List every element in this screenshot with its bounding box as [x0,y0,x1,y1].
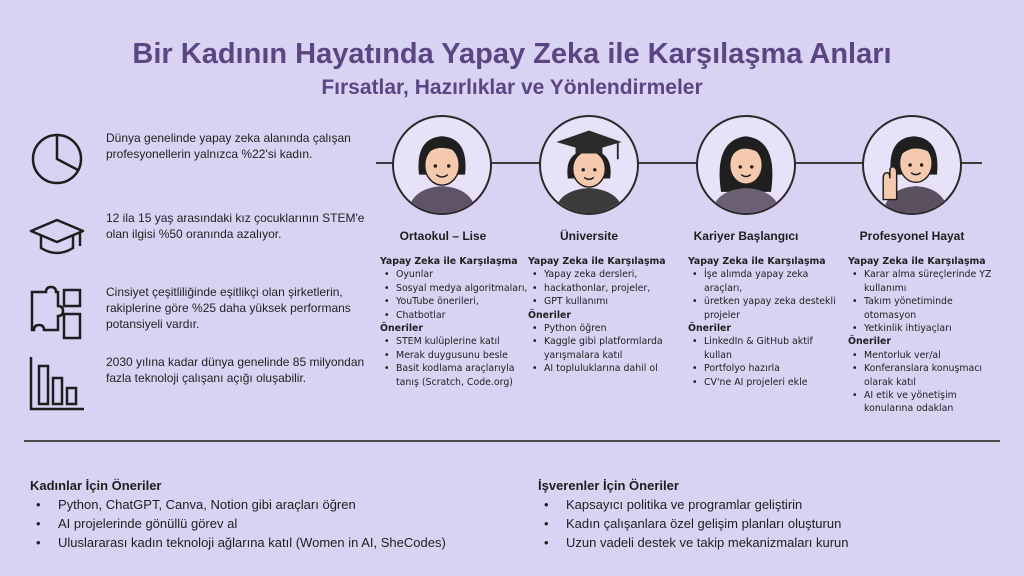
list-item: • Merak duygusunu besle [380,349,528,362]
stage-body-professional [848,255,996,416]
list-item: • AI projelerinde gönüllü görev al [30,514,520,533]
list-item: • Kapsayıcı politika ve programlar geliştirin [538,495,998,514]
bar-chart-icon [28,354,86,412]
stat-text: Cinsiyet çeşitliliğinde eşitlikçi olan şirketlerin, rakiplerine göre %25 daha yüksek performans potansiyeli vardır. [106,285,351,331]
list-item: • Uluslararası kadın teknoloji ağlarına katıl (Women in AI, SheCodes) [30,533,520,552]
list-item: • Chatbotlar [380,309,528,322]
stage-body-university [528,255,676,376]
stat-text: 2030 yılına kadar dünya genelinde 85 milyondan fazla teknoloji çalışanı açığı oluşabilir. [106,355,365,385]
advice-heading: Öneriler [528,309,572,321]
list-item: • Karar alma süreçlerinde YZ kullanımı [848,268,996,295]
list-item: • Basit kodlama araçlarıyla tanış (Scratch, Code.org) [380,362,528,389]
avatar-professional [862,115,962,215]
stage-title-professional: Profesyonel Hayat [859,229,965,243]
list-item: • CV'ne AI projeleri ekle [688,376,836,389]
employer-recommendations [538,476,998,552]
list-item: • Kadın çalışanlara özel gelişim planları oluşturun [538,514,998,533]
list-item: • AI etik ve yönetişim konularına odaklan [848,389,996,416]
stat-text: Dünya genelinde yapay zeka alanında çalışan profesyonellerin yalnızca %22'si kadın. [106,131,351,161]
women-recommendations [30,476,520,552]
page-title: Bir Kadının Hayatında Yapay Zeka ile Karşılaşma Anları [132,38,892,70]
stat-talent-gap [28,354,378,424]
list-item: • Mentorluk ver/al [848,349,996,362]
stage-body-teen [380,255,528,389]
advice-heading: Öneriler [848,336,892,348]
stage-title-career-start: Kariyer Başlangıcı [693,229,799,243]
list-item: • İşe alımda yapay zeka araçları, [688,268,836,295]
encounter-heading: Yapay Zeka ile Karşılaşma [848,256,986,267]
list-item: • Kaggle gibi platformlarda yarışmalara katıl [528,335,676,362]
list-item: • hackathonlar, projeler, [528,282,676,295]
avatar-graduate [539,115,639,215]
advice-heading: Öneriler [380,323,424,335]
list-item: • Konferanslara konuşmacı olarak katıl [848,362,996,389]
list-item: • Yetkinlik ihtiyaçları [848,322,996,335]
encounter-heading: Yapay Zeka ile Karşılaşma [688,256,826,267]
list-item: • Sosyal medya algoritmaları, [380,282,528,295]
stage-title-university: Üniversite [559,229,619,243]
graduation-cap-icon [28,210,86,268]
list-item: • Portfolyo hazırla [688,362,836,375]
list-item: • AI topluluklarına dahil ol [528,362,676,375]
advice-heading: Öneriler [688,323,732,335]
list-item: • Takım yönetiminde otomasyon [848,295,996,322]
avatar-teen [392,115,492,215]
list-item: • LinkedIn & GitHub aktif kullan [688,335,836,362]
stage-body-career-start [688,255,836,389]
page-subtitle: Fırsatlar, Hazırlıklar ve Yönlendirmeler [321,76,703,99]
stat-women-share [28,130,378,200]
avatar-career-start [696,115,796,215]
list-item: • STEM kulüplerine katıl [380,335,528,348]
list-item: • YouTube önerileri, [380,295,528,308]
puzzle-icon [28,284,86,342]
pie-chart-icon [28,130,86,188]
list-item: • GPT kullanımı [528,295,676,308]
list-item: • Python öğren [528,322,676,335]
list-item: • üretken yapay zeka destekli projeler [688,295,836,322]
list-item: • Uzun vadeli destek ve takip mekanizmaları kurun [538,533,998,552]
encounter-heading: Yapay Zeka ile Karşılaşma [380,256,518,267]
stat-text: 12 ila 15 yaş arasındaki kız çocuklarının STEM'e olan ilgisi %50 oranında azalıyor. [106,211,365,241]
list-item: • Oyunlar [380,268,528,281]
employer-recommendations-title: İşverenler İçin Öneriler [538,478,679,493]
encounter-heading: Yapay Zeka ile Karşılaşma [528,256,666,267]
section-divider [24,440,1000,442]
list-item: • Yapay zeka dersleri, [528,268,676,281]
stat-stem-interest [28,210,378,280]
stat-diversity-performance [28,284,378,354]
women-recommendations-title: Kadınlar İçin Öneriler [30,478,162,493]
stage-title-teen: Ortaokul – Lise [399,229,487,243]
list-item: • Python, ChatGPT, Canva, Notion gibi araçları öğren [30,495,520,514]
